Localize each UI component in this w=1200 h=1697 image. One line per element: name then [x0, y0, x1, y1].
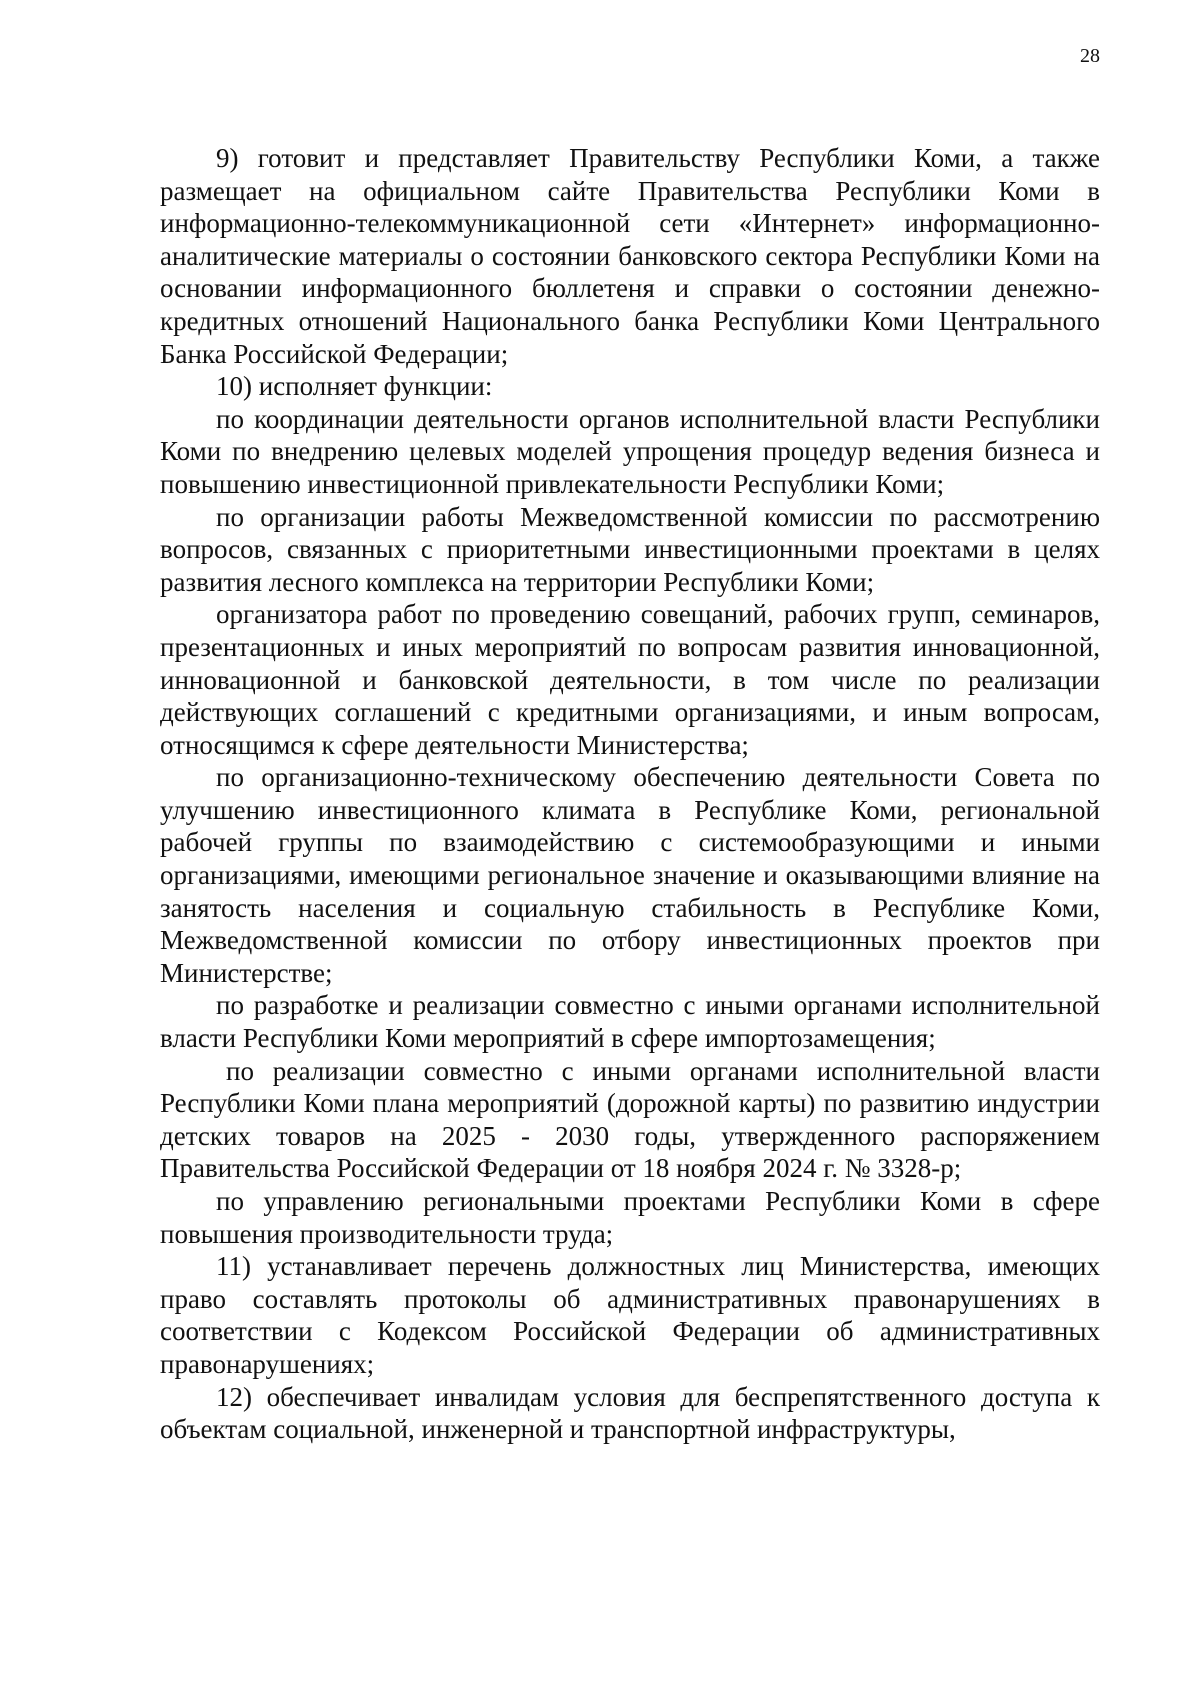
paragraph-coordination: по координации деятельности органов исполнительной власти Республики Коми по внедрению целевых моделей упрощения процедур ведения бизнеса и повышению инвестиционной привлекательности Республики Коми;: [160, 403, 1100, 499]
page-number: 28: [1080, 45, 1100, 67]
paragraph-item-9: 9) готовит и представляет Правительству Республики Коми, а также размещает на официальном сайте Правительства Республики Коми в информационно-телекоммуникационной сети «Интернет» информационно-аналитические материалы о состоянии банковского сектора Республики Коми на основании информационного бюллетеня и справки о состоянии денежно-кредитных отношений Национального банка Республики Коми Центрального Банка Российской Федерации;: [160, 143, 1100, 369]
paragraph-item-10: 10) исполняет функции:: [216, 371, 493, 402]
paragraph-item-12: 12) обеспечивает инвалидам условия для беспрепятственного доступа к объектам социальной, инженерной и транспортной инфраструктуры,: [160, 1381, 1100, 1445]
document-body: [160, 142, 1100, 1446]
paragraph-technical-support: по организационно-техническому обеспечению деятельности Совета по улучшению инвестиционного климата в Республике Коми, региональной рабочей группы по взаимодействию с системообразующими и иными организациями, имеющими региональное значение и оказывающими влияние на занятость населения и социальную стабильность в Республике Коми, Межведомственной комиссии по отбору инвестиционных проектов при Министерстве;: [160, 762, 1100, 988]
paragraph-commission-work: по организации работы Межведомственной комиссии по рассмотрению вопросов, связанных с приоритетными инвестиционными проектами в целях развития лесного комплекса на территории Республики Коми;: [160, 501, 1100, 597]
paragraph-item-11: 11) устанавливает перечень должностных лиц Министерства, имеющих право составлять протоколы об административных правонарушениях в соответствии с Кодексом Российской Федерации об административных правонарушениях;: [160, 1251, 1100, 1379]
paragraph-regional-projects: по управлению региональными проектами Республики Коми в сфере повышения производительности труда;: [160, 1186, 1100, 1249]
paragraph-childrens-goods: по реализации совместно с иными органами исполнительной власти Республики Коми плана мероприятий (дорожной карты) по развитию индустрии детских товаров на 2025 - 2030 годы, утвержденного распоряжением Правительства Российской Федерации от 18 ноября 2024 г. № 3328-р;: [160, 1055, 1100, 1184]
paragraph-organizer: организатора работ по проведению совещаний, рабочих групп, семинаров, презентационных и иных мероприятий по вопросам развития инновационной, инновационной и банковской деятельности, в том числе по реализации действующих соглашений с кредитными организациями, и иным вопросам, относящимся к сфере деятельности Министерства;: [160, 599, 1100, 760]
paragraph-import-substitution: по разработке и реализации совместно с иными органами исполнительной власти Республики Коми мероприятий в сфере импортозамещения;: [160, 990, 1100, 1054]
